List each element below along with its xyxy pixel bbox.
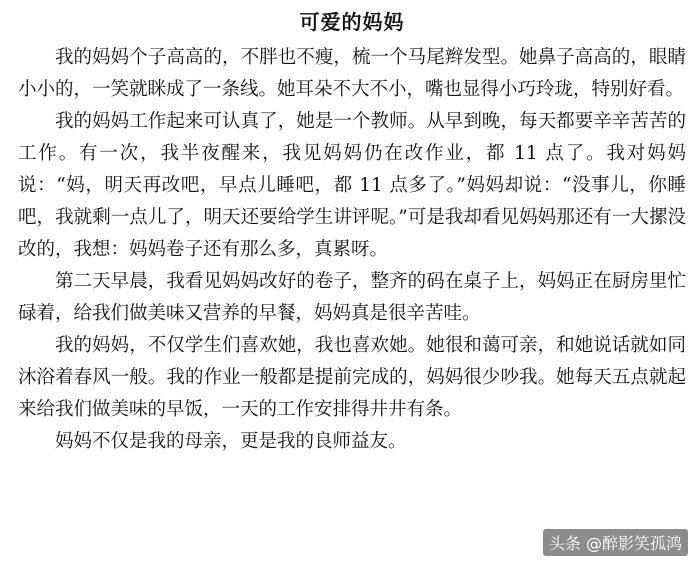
paragraph-5: 妈妈不仅是我的母亲，更是我的良师益友。 <box>55 431 407 452</box>
paragraph-1: 我的妈妈个子高高的，不胖也不瘦，梳一个马尾辫发型。她鼻子高高的，眼睛小小的，一笑就眯成了一条线。她耳朵不大不小，嘴也显得小巧玲珑，特别好看。 <box>18 47 686 100</box>
paragraph-3: 第二天早晨，我看见妈妈改好的卷子，整齐的码在桌子上，妈妈正在厨房里忙碌着，给我们做美味又营养的早餐，妈妈真是很辛苦哇。 <box>18 271 686 324</box>
watermark: 头条 @醉影笑孤鸿 <box>543 529 688 556</box>
essay-title: 可爱的妈妈 <box>299 10 405 34</box>
paragraph-2: 我的妈妈工作起来可认真了，她是一个教师。从早到晚，每天都要辛辛苦苦的工作。有一次，我半夜醒来，我见妈妈仍在改作业，都 11 点了。我对妈妈说：“妈，明天再改吧，早点儿睡吧，都 11 点多了。”妈妈却说：“没事儿，你睡吧，我就剩一点儿了，明天还要给学生讲评呢。”可是我却看见妈妈那还有一大摞没改的，我想：妈妈卷子还有那么多，真累呀。 <box>18 111 686 260</box>
paragraph-4: 我的妈妈，不仅学生们喜欢她，我也喜欢她。她很和蔼可亲，和她说话就如同沐浴着春风一般。我的作业一般都是提前完成的，妈妈很少吵我。她每天五点就起来给我们做美味的早饭，一天的工作安排得井井有条。 <box>18 335 686 420</box>
